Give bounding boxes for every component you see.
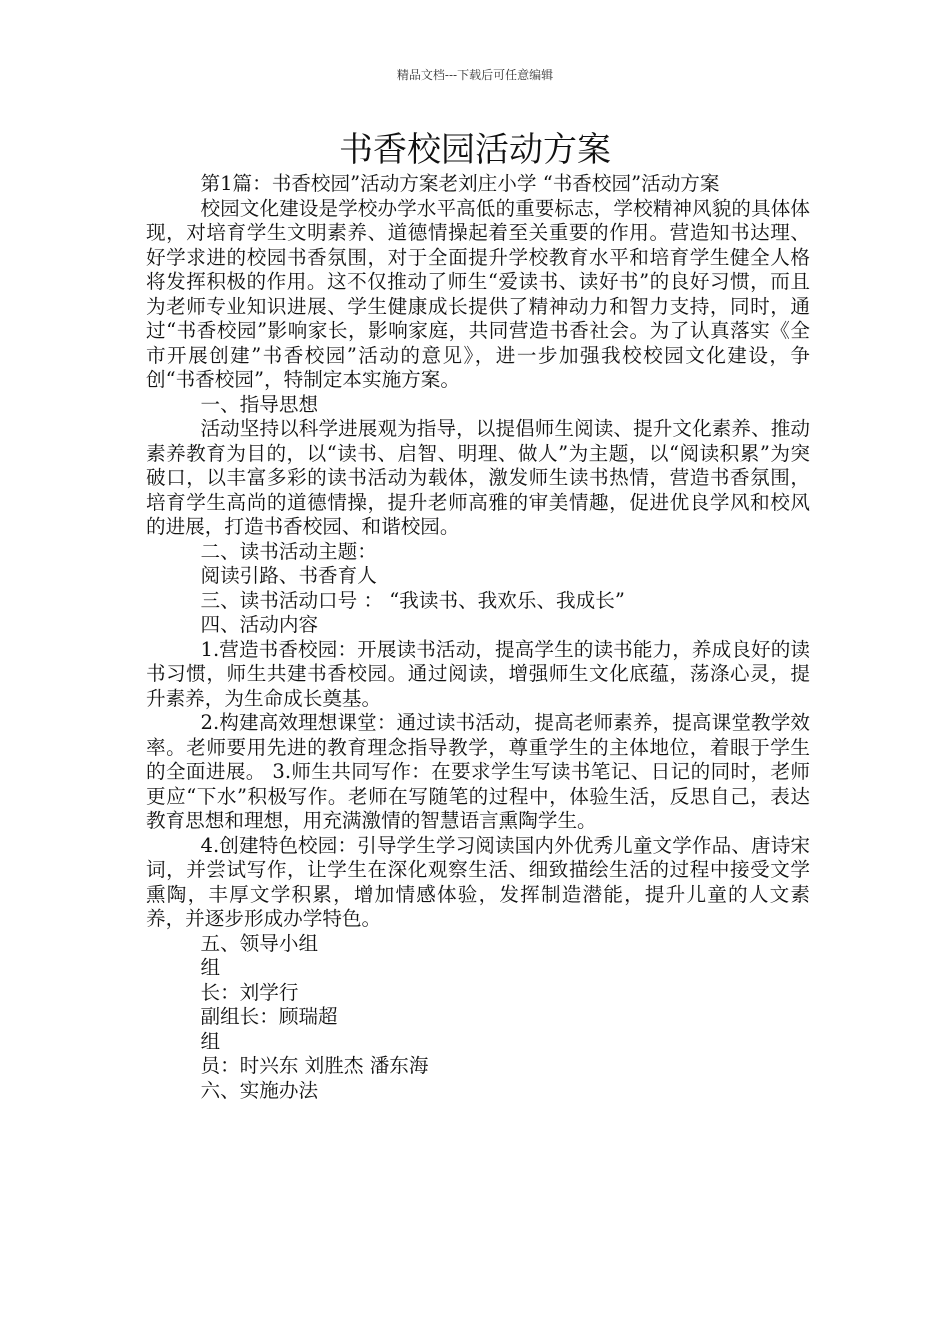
section-heading-content: 四、活动内容 [200, 613, 319, 636]
section-heading-theme: 二、读书活动主题： [200, 539, 377, 563]
document-title: 书香校园活动方案 [339, 130, 611, 170]
section-heading-slogan: 三、读书活动口号 ： “我读书、我欢乐、我成长” [200, 588, 625, 612]
intro-paragraph: 校园文化建设是学校办学水平高低的重要标志，学校精神风貌的具体体现，对培育学生文明素养、道德情操起着至关重要的作用。营造知书达理、好学求进的校园书香氛围，对于全面提升学校教育水平和培育学生健全人格将发挥积极的作用。这不仅推动了师生“爱读书、读好书”的良好习惯，而且为老师专业知识进展、学生健康成长提供了精神动力和智力支持，同时，通过“书香校园”影响家长，影响家庭，共同营造书香社会。为了认真落实《全市开展创建”书香校园”活动的意见》，进一步加强我校校园文化建设，争创“书香校园”，特制定本实施方案。 [146, 196, 810, 391]
theme-text: 阅读引路、书香育人 [200, 564, 377, 587]
leader-name: 长：刘学行 [200, 980, 299, 1004]
document-body [146, 172, 810, 1103]
content-item-4: 4.创建特色校园：引导学生学习阅读国内外优秀儿童文学作品、唐诗宋词，并尝试写作，让学生在深化观察生活、细致描绘生活的过程中接受文学熏陶，丰厚文学积累，增加情感体验，发挥制造潜能，提升儿童的人文素养，并逐步形成办学特色。 [146, 833, 810, 930]
subtitle-paragraph: 第1篇：书香校园”活动方案老刘庄小学 “书香校园”活动方案 [200, 172, 720, 195]
members-role-label: 组 [200, 1029, 221, 1053]
section-heading-leadership: 五、领导小组 [200, 931, 319, 955]
section-heading-guiding-thought: 一、指导思想 [200, 392, 319, 416]
guiding-thought-paragraph: 活动坚持以科学进展观为指导，以提倡师生阅读、提升文化素养、推动素养教育为目的，以“读书、启智、明理、做人”为主题，以“阅读积累”为突破口，以丰富多彩的读书活动为载体，激发师生读书热情，营造书香氛围，培育学生高尚的道德情操，提升老师高雅的审美情趣，促进优良学风和校风的进展，打造书香校园、和谐校园。 [146, 417, 810, 538]
content-item-2-3: 2.构建高效理想课堂：通过读书活动，提高老师素养，提高课堂教学效率。老师要用先进的教育理念指导教学，尊重学生的主体地位，着眼于学生的全面进展。 3.师生共同写作：在要求学生写读书笔记、日记的同时，老师更应“下水”积极写作。老师在写随笔的过程中，体验生活，反思自己，表达教育思想和理想，用充满激情的智慧语言熏陶学生。 [146, 711, 810, 832]
content-item-1: 1.营造书香校园：开展读书活动，提高学生的读书能力，养成良好的读书习惯，师生共建书香校园。通过阅读，增强师生文化底蕴，荡涤心灵，提升素养，为生命成长奠基。 [146, 637, 810, 710]
section-heading-implementation: 六、实施办法 [200, 1078, 319, 1102]
leader-role-label: 组 [200, 956, 221, 979]
deputy-leader: 副组长：顾瑞超 [200, 1005, 338, 1028]
header-note: 精品文档---下载后可任意编辑 [396, 68, 554, 82]
members-names: 员：时兴东 刘胜杰 潘东海 [200, 1054, 429, 1077]
